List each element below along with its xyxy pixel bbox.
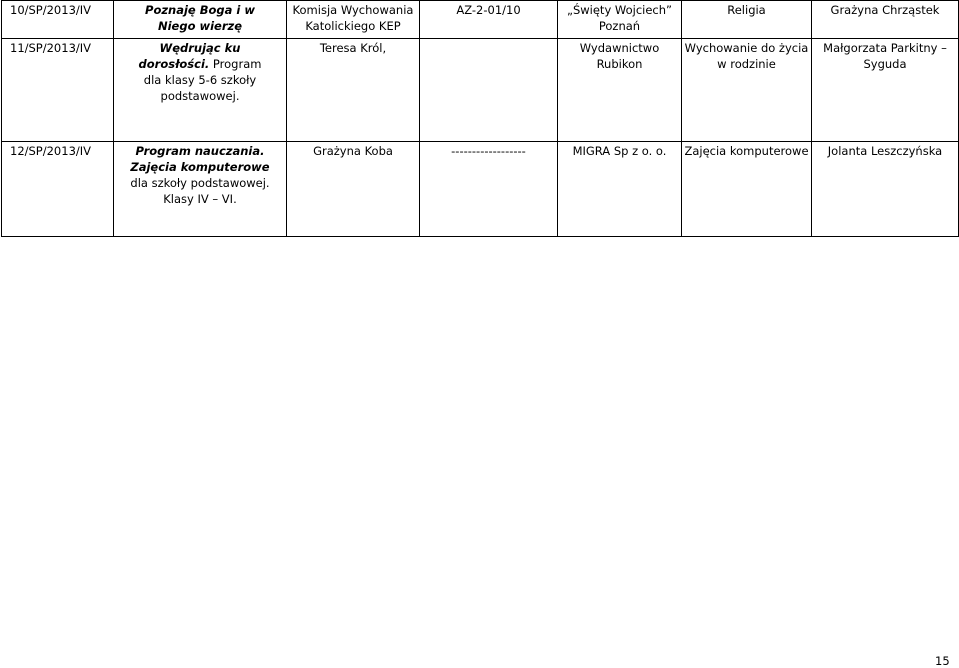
program-title-line: Wędrując ku xyxy=(159,41,241,55)
program-authors: Grażyna Koba xyxy=(287,142,420,237)
submitter: Jolanta Leszczyńska xyxy=(812,142,959,237)
table-row xyxy=(2,142,959,237)
publisher xyxy=(558,1,682,39)
program-registry-table xyxy=(1,0,959,237)
program-title xyxy=(114,39,287,142)
publisher: MIGRA Sp z o. o. xyxy=(558,142,682,237)
subject-line: w rodzinie xyxy=(717,57,776,71)
program-title-line: Program xyxy=(209,57,262,71)
program-number: 12/SP/2013/IV xyxy=(2,142,114,237)
publisher-line: Rubikon xyxy=(596,57,643,71)
table-row xyxy=(2,1,959,39)
program-title-line: Poznaję Boga i w xyxy=(145,3,255,17)
program-title-line: dla szkoły podstawowej. xyxy=(130,176,270,190)
table-row xyxy=(2,39,959,142)
program-title-line: Niego wierzę xyxy=(157,19,243,33)
program-number: 10/SP/2013/IV xyxy=(2,1,114,39)
program-number: 11/SP/2013/IV xyxy=(2,39,114,142)
program-title xyxy=(114,142,287,237)
program-title-line: podstawowej. xyxy=(160,89,240,103)
subject-line: Wychowanie do życia xyxy=(684,41,809,55)
submitter-line: Małgorzata Parkitny – xyxy=(823,41,947,55)
program-title-line: dla klasy 5-6 szkoły xyxy=(143,73,257,87)
approval-number: AZ-2-01/10 xyxy=(420,1,558,39)
program-title-line: dorosłości. xyxy=(138,57,210,71)
program-authors: Teresa Król, xyxy=(287,39,420,142)
page-number: 15 xyxy=(935,654,950,668)
subject: Religia xyxy=(682,1,812,39)
program-title-line: Zajęcia komputerowe xyxy=(130,160,270,174)
subject: Zajęcia komputerowe xyxy=(682,142,812,237)
program-authors xyxy=(287,1,420,39)
program-title-line: Program nauczania. xyxy=(135,144,265,158)
submitter: Grażyna Chrząstek xyxy=(812,1,959,39)
approval-number: ------------------ xyxy=(420,142,558,237)
submitter xyxy=(812,39,959,142)
authors-line: Komisja Wychowania xyxy=(292,3,414,17)
publisher-line: „Święty Wojciech” xyxy=(567,3,672,17)
publisher xyxy=(558,39,682,142)
publisher-line: Wydawnictwo xyxy=(579,41,660,55)
authors-line: Katolickiego KEP xyxy=(305,19,401,33)
program-title xyxy=(114,1,287,39)
approval-number xyxy=(420,39,558,142)
program-title-line: Klasy IV – VI. xyxy=(163,192,237,206)
publisher-line: Poznań xyxy=(598,19,641,33)
submitter-line: Syguda xyxy=(863,57,907,71)
subject xyxy=(682,39,812,142)
